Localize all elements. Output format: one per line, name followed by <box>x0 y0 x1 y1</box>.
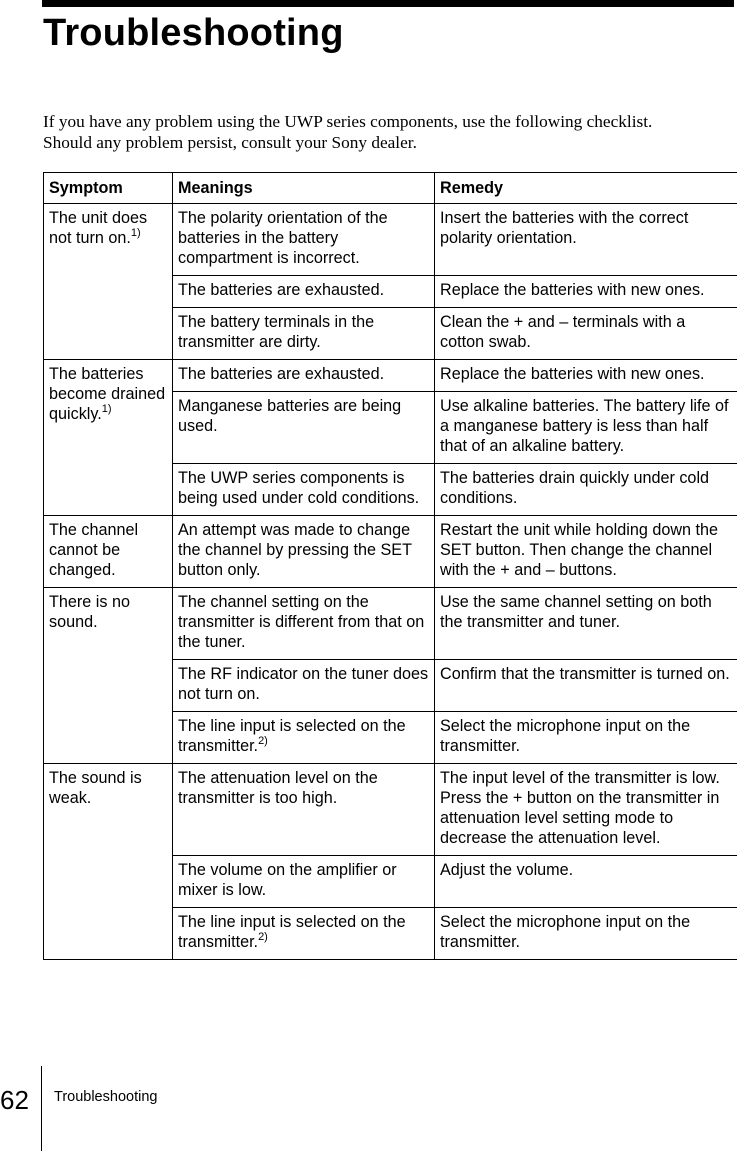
remedy-cell: Replace the batteries with new ones. <box>435 276 737 308</box>
table-row <box>44 516 737 588</box>
footer-section-label: Troubleshooting <box>54 1089 158 1105</box>
symptom-cell <box>44 204 173 360</box>
troubleshooting-table <box>43 172 737 960</box>
meaning-text: The line input is selected on the transmitter. <box>178 717 406 755</box>
header-meanings: Meanings <box>173 173 435 204</box>
meaning-cell: The channel setting on the transmitter is different from that on the tuner. <box>173 588 435 660</box>
page-title: Troubleshooting <box>43 12 344 54</box>
remedy-cell: Confirm that the transmitter is turned on. <box>435 660 737 712</box>
remedy-cell: Adjust the volume. <box>435 856 737 908</box>
remedy-cell: Replace the batteries with new ones. <box>435 360 737 392</box>
remedy-cell: The batteries drain quickly under cold conditions. <box>435 464 737 516</box>
table-row <box>44 764 737 856</box>
remedy-cell: Use the same channel setting on both the transmitter and tuner. <box>435 588 737 660</box>
meaning-cell: The volume on the amplifier or mixer is low. <box>173 856 435 908</box>
meaning-cell: The batteries are exhausted. <box>173 360 435 392</box>
intro-text <box>43 111 733 153</box>
header-symptom: Symptom <box>44 173 173 204</box>
meaning-cell: The polarity orientation of the batteries in the battery compartment is incorrect. <box>173 204 435 276</box>
table-row <box>44 360 737 392</box>
remedy-cell: Use alkaline batteries. The battery life of a manganese battery is less than half that of an alkaline battery. <box>435 392 737 464</box>
remedy-cell: Clean the + and – terminals with a cotton swab. <box>435 308 737 360</box>
symptom-cell: There is no sound. <box>44 588 173 764</box>
header-remedy: Remedy <box>435 173 737 204</box>
intro-line-1: If you have any problem using the UWP series components, use the following checklist. <box>43 112 653 131</box>
table-row <box>44 588 737 660</box>
footer-divider <box>41 1066 42 1151</box>
meaning-cell: The batteries are exhausted. <box>173 276 435 308</box>
intro-line-2: Should any problem persist, consult your Sony dealer. <box>43 133 417 152</box>
symptom-text: The batteries become drained quickly. <box>49 365 166 423</box>
meaning-cell: The battery terminals in the transmitter are dirty. <box>173 308 435 360</box>
remedy-cell: Restart the unit while holding down the SET button. Then change the channel with the + and – buttons. <box>435 516 737 588</box>
remedy-cell: The input level of the transmitter is low. Press the + button on the transmitter in attenuation level setting mode to decrease the attenuation level. <box>435 764 737 856</box>
meaning-cell: The UWP series components is being used under cold conditions. <box>173 464 435 516</box>
symptom-text: The unit does not turn on. <box>49 209 148 247</box>
table-header-row <box>44 173 737 204</box>
footnote-ref: 2) <box>258 930 268 943</box>
top-rule <box>42 0 734 7</box>
footnote-ref: 1) <box>101 402 112 415</box>
meaning-cell <box>173 908 435 960</box>
footnote-ref: 1) <box>130 226 141 239</box>
remedy-cell: Insert the batteries with the correct polarity orientation. <box>435 204 737 276</box>
remedy-cell: Select the microphone input on the transmitter. <box>435 712 737 764</box>
meaning-text: The line input is selected on the transmitter. <box>178 913 406 951</box>
remedy-cell: Select the microphone input on the transmitter. <box>435 908 737 960</box>
meaning-cell: Manganese batteries are being used. <box>173 392 435 464</box>
meaning-cell <box>173 712 435 764</box>
meaning-cell: The RF indicator on the tuner does not turn on. <box>173 660 435 712</box>
table-row <box>44 204 737 276</box>
meaning-cell: An attempt was made to change the channel by pressing the SET button only. <box>173 516 435 588</box>
symptom-cell <box>44 360 173 516</box>
page-number: 62 <box>0 1085 29 1115</box>
symptom-cell: The channel cannot be changed. <box>44 516 173 588</box>
symptom-cell: The sound is weak. <box>44 764 173 960</box>
footnote-ref: 2) <box>258 734 268 747</box>
meaning-cell: The attenuation level on the transmitter is too high. <box>173 764 435 856</box>
